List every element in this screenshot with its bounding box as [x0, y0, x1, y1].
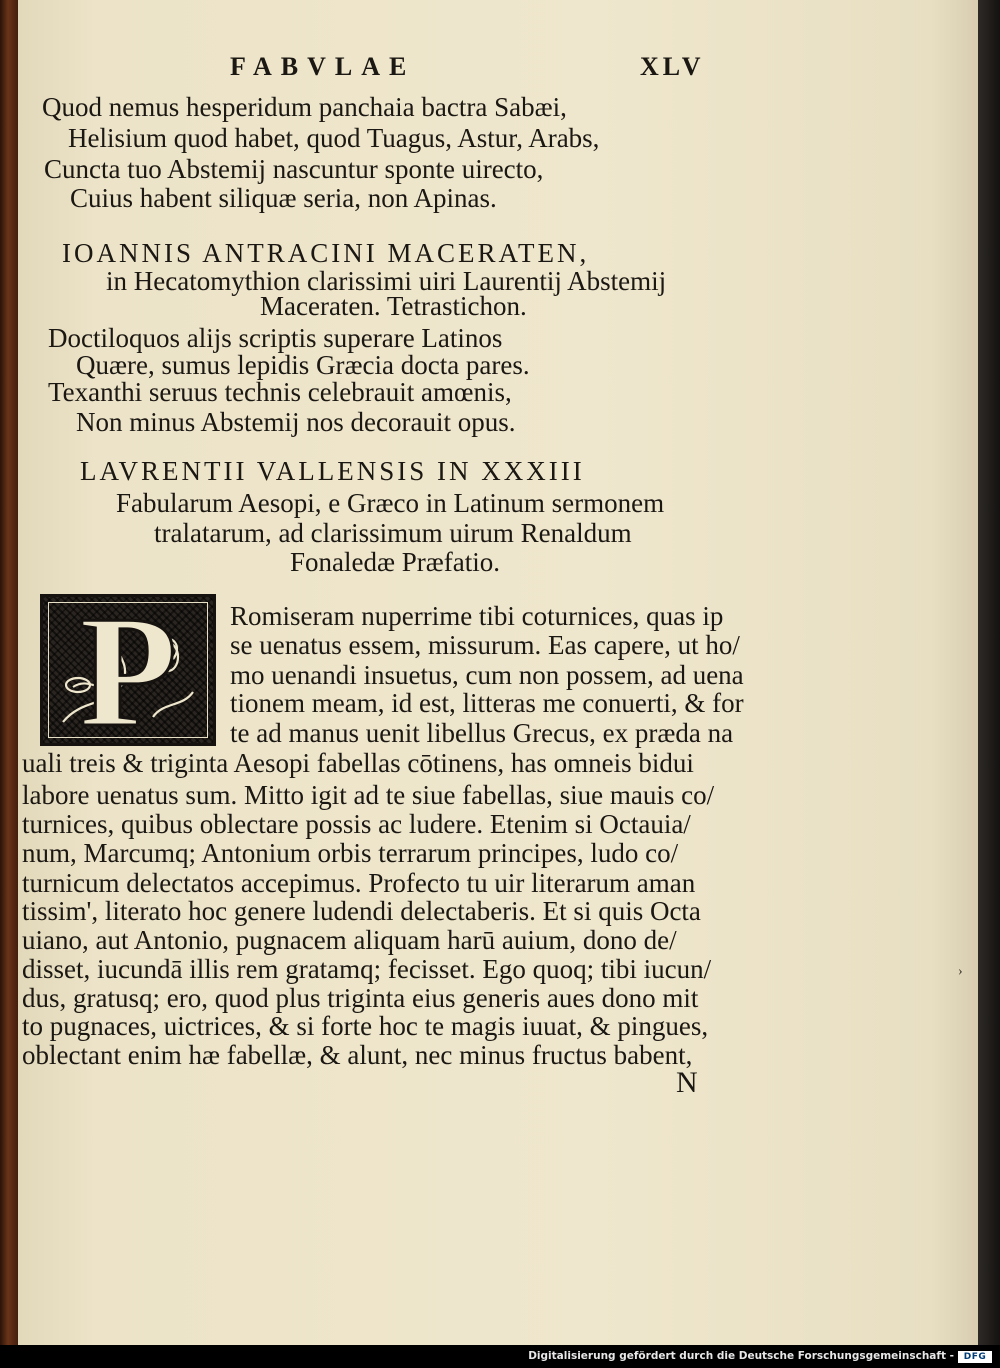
preface-line-5: te ad manus uenit libellus Grecus, ex præda na: [230, 718, 734, 748]
preface-line-3: mo uenandi insuetus, cum non possem, ad uena: [230, 660, 744, 690]
preface-line-14: dus, gratusq; ero, quod plus triginta eius generis aues dono mit: [22, 983, 699, 1013]
preface-line-8: turnices, quibus oblectare possis ac ludere. Etenim si Octauia/: [22, 809, 691, 839]
initial-frame: [48, 602, 208, 738]
preface-line-11: tissim', literato hoc genere ludendi delectaberis. Et si quis Octa: [22, 896, 701, 926]
preface-line-9: num, Marcumq; Antonium orbis terrarum principes, ludo co/: [22, 838, 679, 868]
section2-verse-3: Texanthi seruus technis celebrauit amœnis,: [48, 377, 512, 407]
running-head-title: FABVLAE: [230, 52, 416, 81]
section2-verse-4: Non minus Abstemij nos decorauit opus.: [76, 407, 516, 437]
margin-mark: ›: [958, 964, 963, 979]
initial-letter: P: [79, 594, 177, 746]
preface-line-4: tionem meam, id est, litteras me conuerti, & for: [230, 688, 744, 718]
poem1-line-1: Quod nemus hesperidum panchaia bactra Sabæi,: [42, 92, 567, 122]
preface-line-1: Romiseram nuperrime tibi coturnices, quas ip: [230, 601, 724, 631]
digitization-credit: Digitalisierung gefördert durch die Deutsche Forschungsgemeinschaft -: [528, 1350, 954, 1362]
folio-number: XLV: [640, 52, 705, 81]
preface-line-10: turnicum delectatos accepimus. Profecto tu uir literarum aman: [22, 868, 696, 898]
section2-verse-2: Quære, sumus lepidis Græcia docta pares.: [76, 350, 530, 380]
preface-line-13: disset, iucundā illis rem gratamq; fecisset. Ego quoq; tibi iucun/: [22, 954, 712, 984]
section3-subtitle-3: Fonaledæ Præfatio.: [290, 547, 500, 577]
preface-line-12: uiano, aut Antonio, pugnacem aliquam harū auium, dono de/: [22, 925, 677, 955]
preface-line-6: uali treis & triginta Aesopi fabellas cōtinens, has omneis bidui: [22, 748, 694, 778]
decorated-initial: [40, 594, 216, 746]
preface-line-7: labore uenatus sum. Mitto igit ad te siue fabellas, siue mauis co/: [22, 780, 715, 810]
poem1-line-3: Cuncta tuo Abstemij nascuntur sponte uirecto,: [44, 154, 544, 184]
book-binding-left: [0, 0, 20, 1345]
section2-subtitle-2: Maceraten. Tetrastichon.: [260, 291, 527, 321]
poem1-line-4: Cuius habent siliquæ seria, non Apinas.: [70, 183, 497, 213]
page-edge-right: [978, 0, 1000, 1345]
section2-title: IOANNIS ANTRACINI MACERATEN,: [62, 238, 590, 268]
section3-title: LAVRENTII VALLENSIS IN XXXIII: [80, 456, 585, 486]
section2-verse-1: Doctiloquos alijs scriptis superare Latinos: [48, 323, 503, 353]
section3-subtitle-1: Fabularum Aesopi, e Græco in Latinum sermonem: [116, 488, 665, 518]
section3-subtitle-2: tralatarum, ad clarissimum uirum Renaldum: [154, 518, 632, 548]
preface-line-16: oblectant enim hæ fabellæ, & alunt, nec minus fructus babent,: [22, 1040, 693, 1070]
catchword: N: [676, 1066, 698, 1099]
section2-subtitle-1: in Hecatomythion clarissimi uiri Laurentij Abstemij: [106, 266, 667, 296]
poem1-line-2: Helisium quod habet, quod Tuagus, Astur, Arabs,: [68, 123, 600, 153]
preface-line-15: to pugnaces, uictrices, & si forte hoc te magis iuuat, & pingues,: [22, 1011, 709, 1041]
preface-line-2: se uenatus essem, missurum. Eas capere, ut ho/: [230, 630, 740, 660]
dfg-logo: DFG: [958, 1351, 992, 1363]
